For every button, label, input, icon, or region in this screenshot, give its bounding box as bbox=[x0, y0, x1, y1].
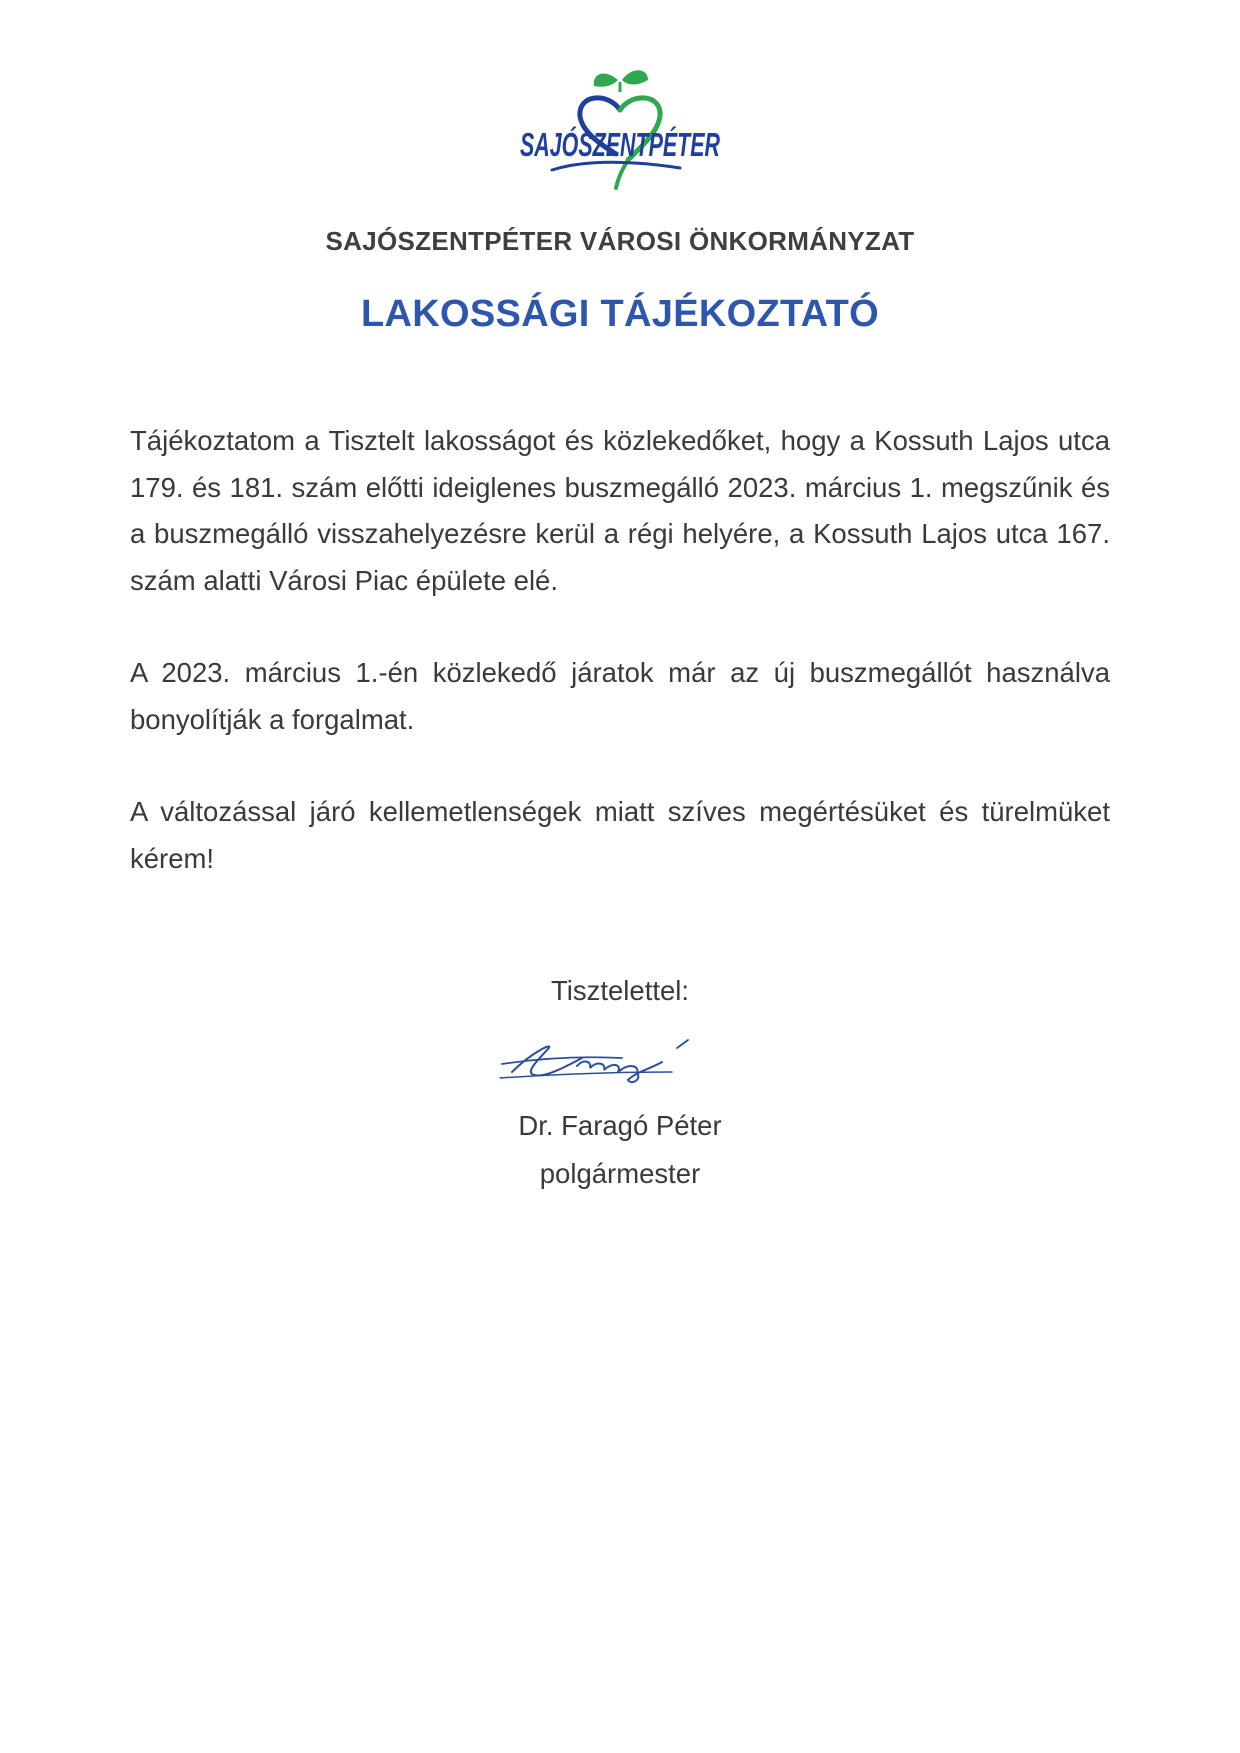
paragraph-1: Tájékoztatom a Tisztelt lakosságot és közlekedőket, hogy a Kossuth Lajos utca 179. és 181. szám előtti ideiglenes buszmegálló 2023. március 1. megszűnik és a buszmegálló visszahelyezésre kerül a régi helyére, a Kossuth Lajos utca 167. szám alatti Városi Piac épülete elé. bbox=[130, 425, 1110, 596]
signature-graphic bbox=[472, 1022, 752, 1102]
signer-name: Dr. Faragó Péter bbox=[518, 1110, 722, 1141]
logo-graphic bbox=[500, 66, 740, 196]
signer-title: polgármester bbox=[539, 1158, 701, 1189]
closing-salutation: Tisztelettel: bbox=[550, 975, 690, 1006]
notice-body bbox=[130, 418, 1110, 928]
paragraph-3: A változással járó kellemetlenségek miatt szíves megértésüket és türelmüket kérem! bbox=[130, 796, 1110, 874]
handwritten-signature bbox=[472, 1022, 752, 1102]
document-title: LAKOSSÁGI TÁJÉKOZTATÓ bbox=[361, 293, 879, 335]
logo-text: SAJÓSZENTPÉTER bbox=[520, 126, 721, 163]
paragraph-2: A 2023. március 1.-én közlekedő járatok már az új buszmegállót használva bonyolítják a forgalmat. bbox=[130, 657, 1110, 735]
organization-name: SAJÓSZENTPÉTER VÁROSI ÖNKORMÁNYZAT bbox=[325, 226, 915, 256]
municipality-logo bbox=[500, 66, 740, 196]
